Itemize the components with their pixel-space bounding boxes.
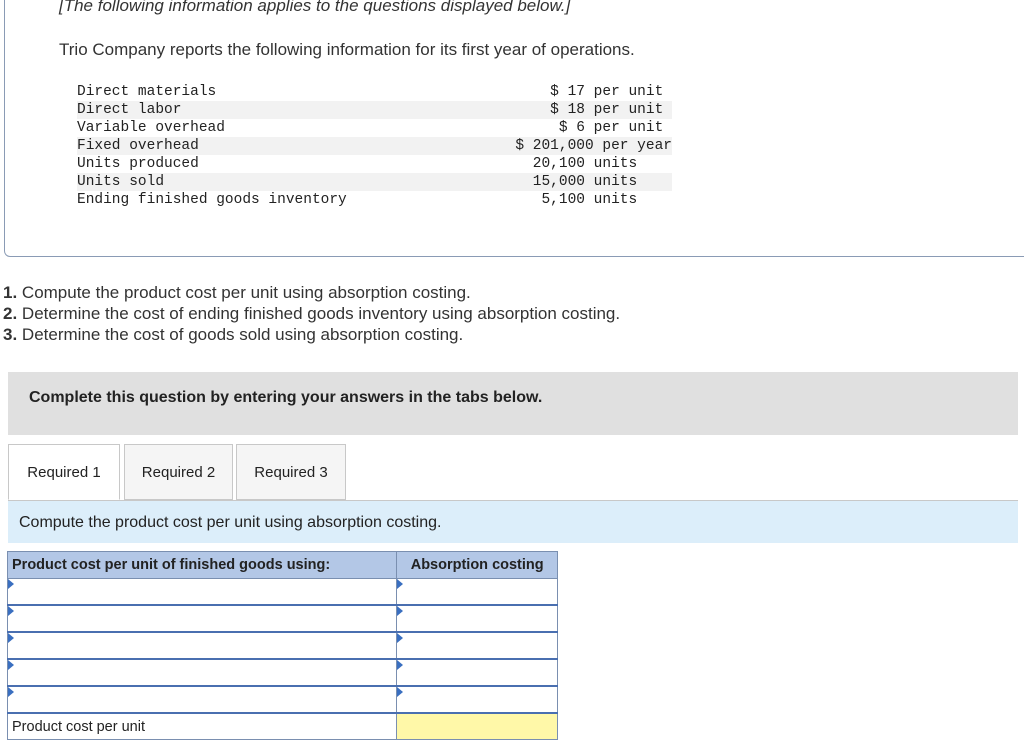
instruction-text: Complete this question by entering your answers in the tabs below.: [29, 389, 543, 406]
tab-required-2[interactable]: Required 2: [124, 444, 233, 500]
dropdown-marker-icon: [8, 660, 14, 670]
info-row-label: Fixed overhead: [77, 138, 199, 154]
info-row: [77, 173, 672, 191]
info-row-label: Variable overhead: [77, 120, 225, 136]
info-intro: Trio Company reports the following information for its first year of operations.: [59, 40, 635, 59]
cost-amount-input[interactable]: [397, 687, 557, 712]
question-number: 2.: [3, 304, 18, 323]
info-row-value: 20,100 units: [532, 156, 672, 172]
question-text: Determine the cost of ending finished goods inventory using absorption costing.: [17, 304, 621, 323]
cost-item-input[interactable]: [8, 687, 396, 712]
dropdown-marker-icon: [8, 579, 14, 589]
cost-amount-input[interactable]: [397, 606, 557, 631]
info-row-label: Units sold: [77, 174, 165, 190]
info-note: [The following information applies to the questions displayed below.]: [59, 0, 571, 15]
tab-prompt-text: Compute the product cost per unit using absorption costing.: [19, 514, 442, 531]
total-cell: [397, 713, 558, 740]
total-row: [8, 713, 558, 740]
info-row-value: $ 18 per unit: [550, 102, 672, 118]
total-label: Product cost per unit: [8, 713, 397, 740]
cost-item-input[interactable]: [8, 633, 396, 658]
info-row: [77, 83, 672, 101]
question-number: 3.: [3, 325, 18, 344]
product-cost-per-unit-input[interactable]: [397, 714, 557, 739]
tab-required-3[interactable]: Required 3: [236, 444, 346, 500]
tab-prompt: [8, 501, 1018, 543]
answer-table: [7, 551, 558, 740]
dropdown-marker-icon: [8, 633, 14, 643]
info-panel: [4, 0, 1024, 257]
question-text: Compute the product cost per unit using absorption costing.: [17, 283, 471, 302]
question-item: [3, 324, 620, 345]
table-row: [8, 605, 558, 632]
info-row-label: Direct labor: [77, 102, 182, 118]
dropdown-marker-icon: [397, 579, 403, 589]
question-item: [3, 303, 620, 324]
tab-required-1[interactable]: Required 1: [8, 444, 120, 500]
answer-table-header: [8, 552, 558, 579]
info-row-value: $ 6 per unit: [558, 120, 672, 136]
info-row-value: 15,000 units: [532, 174, 672, 190]
cost-amount-input[interactable]: [397, 633, 557, 658]
dropdown-marker-icon: [8, 606, 14, 616]
instruction-banner: [8, 372, 1018, 435]
info-row-value: 5,100 units: [541, 192, 672, 208]
info-row-label: Ending finished goods inventory: [77, 192, 347, 208]
question-text: Determine the cost of goods sold using absorption costing.: [17, 325, 464, 344]
table-row: [8, 579, 558, 606]
dropdown-marker-icon: [397, 660, 403, 670]
dropdown-marker-icon: [397, 687, 403, 697]
cost-item-input[interactable]: [8, 579, 396, 604]
info-row: [77, 191, 672, 209]
question-list: [3, 282, 620, 345]
info-row: [77, 101, 672, 119]
cost-amount-input[interactable]: [397, 660, 557, 685]
info-row-value: $ 17 per unit: [550, 84, 672, 100]
dropdown-marker-icon: [8, 687, 14, 697]
info-row: [77, 119, 672, 137]
info-row-label: Units produced: [77, 156, 199, 172]
table-row: [8, 632, 558, 659]
question-number: 1.: [3, 283, 18, 302]
header-absorption-costing: Absorption costing: [397, 552, 558, 579]
dropdown-marker-icon: [397, 606, 403, 616]
info-row-label: Direct materials: [77, 84, 217, 100]
cost-amount-input[interactable]: [397, 579, 557, 604]
info-row: [77, 137, 672, 155]
cost-item-input[interactable]: [8, 606, 396, 631]
header-description: Product cost per unit of finished goods using:: [8, 552, 397, 579]
question-item: [3, 282, 620, 303]
table-row: [8, 659, 558, 686]
cost-item-input[interactable]: [8, 660, 396, 685]
dropdown-marker-icon: [397, 633, 403, 643]
info-data-table: [77, 83, 672, 209]
info-row: [77, 155, 672, 173]
info-row-value: $ 201,000 per year: [515, 138, 672, 154]
table-row: [8, 686, 558, 713]
